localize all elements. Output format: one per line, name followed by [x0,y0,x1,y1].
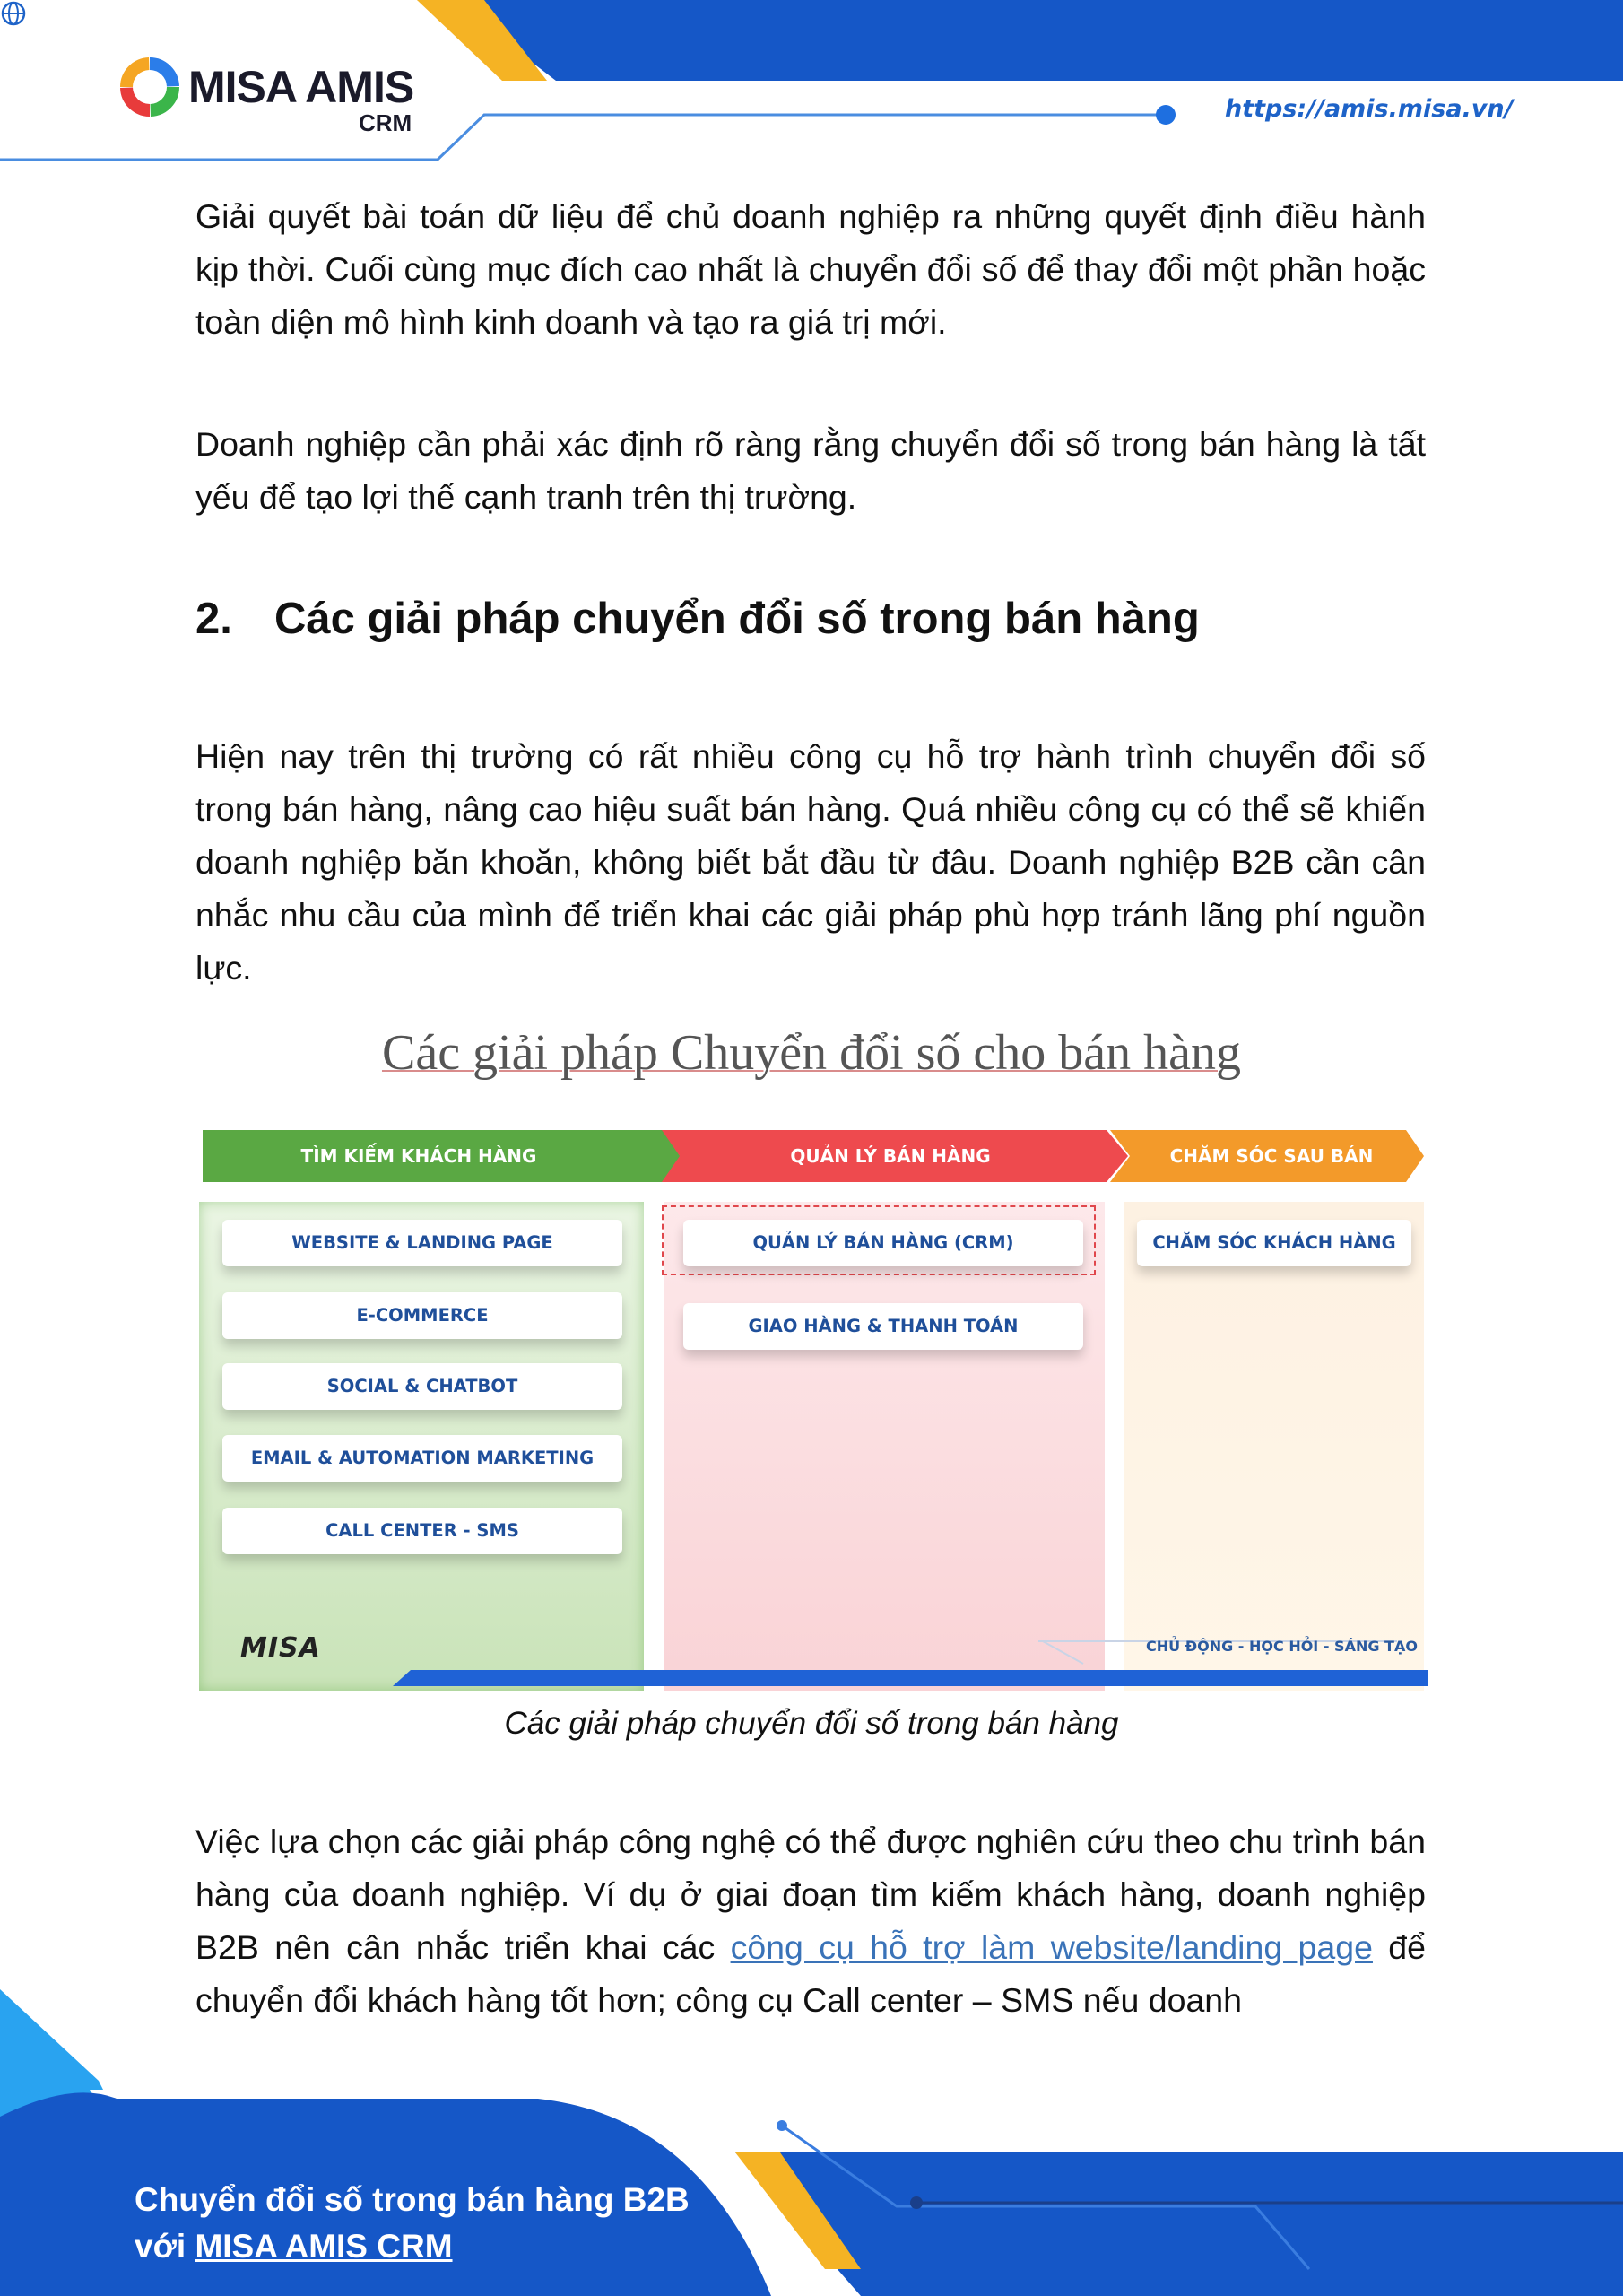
globe-icon [0,0,27,27]
solution-card: SOCIAL & CHATBOT [222,1363,622,1410]
figure-title: Các giải pháp Chuyển đổi số cho bán hàng [381,1025,1241,1081]
solution-card: CHĂM SÓC KHÁCH HÀNG [1137,1220,1411,1266]
page-footer [0,1973,1623,2296]
misa-logo-icon [118,56,181,118]
paragraph-3: Hiện nay trên thị trường có rất nhiều công cụ hỗ trợ hành trình chuyển đổi số trong bán hàng, nâng cao hiệu suất bán hàng. Quá nhiều công cụ có thể sẽ khiến doanh nghiệp băn khoăn, không biết bắt đầu từ đâu. Doanh nghiệp B2B cần cân nhắc nhu cầu của mình để triển khai các giải pháp phù hợp tránh lãng phí nguồn lực. [195,737,1426,987]
stage-label-find: TÌM KIẾM KHÁCH HÀNG [300,1145,537,1167]
stage-label-care: CHĂM SÓC SAU BÁN [1169,1145,1374,1167]
footer-link[interactable]: MISA AMIS CRM [195,2228,453,2265]
solution-card: CALL CENTER - SMS [222,1508,622,1554]
footer-subtitle: với MISA AMIS CRM [135,2228,453,2265]
page-header [0,0,1623,170]
solution-card: E-COMMERCE [222,1292,622,1339]
section-number: 2. [195,595,232,643]
solution-card: WEBSITE & LANDING PAGE [222,1220,622,1266]
solutions-figure [195,1004,1428,1686]
misa-figure-logo: MISA [240,1632,321,1664]
website-url[interactable]: https://amis.misa.vn/ [1225,95,1514,123]
brand-sub: CRM [359,109,412,136]
solution-card-crm: QUẢN LÝ BÁN HÀNG (CRM) [683,1220,1083,1266]
website-tools-link[interactable]: công cụ hỗ trợ làm website/landing page [730,1928,1373,1966]
paragraph-1: Giải quyết bài toán dữ liệu để chủ doanh nghiệp ra những quyết định điều hành kịp thời. Cuối cùng mục đích cao nhất là chuyển đổi số để thay đổi một phần hoặc toàn diện mô hình kinh doanh và tạo ra giá trị mới. [195,197,1426,341]
paragraph-2: Doanh nghiệp cần phải xác định rõ ràng rằng chuyển đổi số trong bán hàng là tất yếu để tạo lợi thế cạnh tranh trên thị trường. [195,425,1426,516]
figure-slogan: CHỦ ĐỘNG - HỌC HỎI - SÁNG TẠO [1146,1638,1418,1655]
stage-label-sales: QUẢN LÝ BÁN HÀNG [790,1145,991,1167]
footer-title: Chuyển đổi số trong bán hàng B2B [135,2181,690,2218]
brand-logo[interactable] [118,56,423,136]
section-title: Các giải pháp chuyển đổi số trong bán hàng [274,595,1200,643]
solution-card: EMAIL & AUTOMATION MARKETING [222,1435,622,1482]
figure-caption: Các giải pháp chuyển đổi số trong bán hàng [504,1706,1119,1741]
brand-name: MISA AMIS [188,62,414,112]
solution-card: GIAO HÀNG & THANH TOÁN [683,1303,1083,1350]
paragraph-4: Việc lựa chọn các giải pháp công nghệ có thể được nghiên cứu theo chu trình bán hàng của doanh nghiệp. Ví dụ ở giai đoạn tìm kiếm khách hàng, doanh nghiệp B2B nên cân nhắc triển khai các công cụ hỗ trợ làm website/landing page để chuyển đổi khách hàng tốt hơn; công cụ Call center – SMS nếu doanh [195,1822,1426,2019]
section-heading [195,594,1200,644]
